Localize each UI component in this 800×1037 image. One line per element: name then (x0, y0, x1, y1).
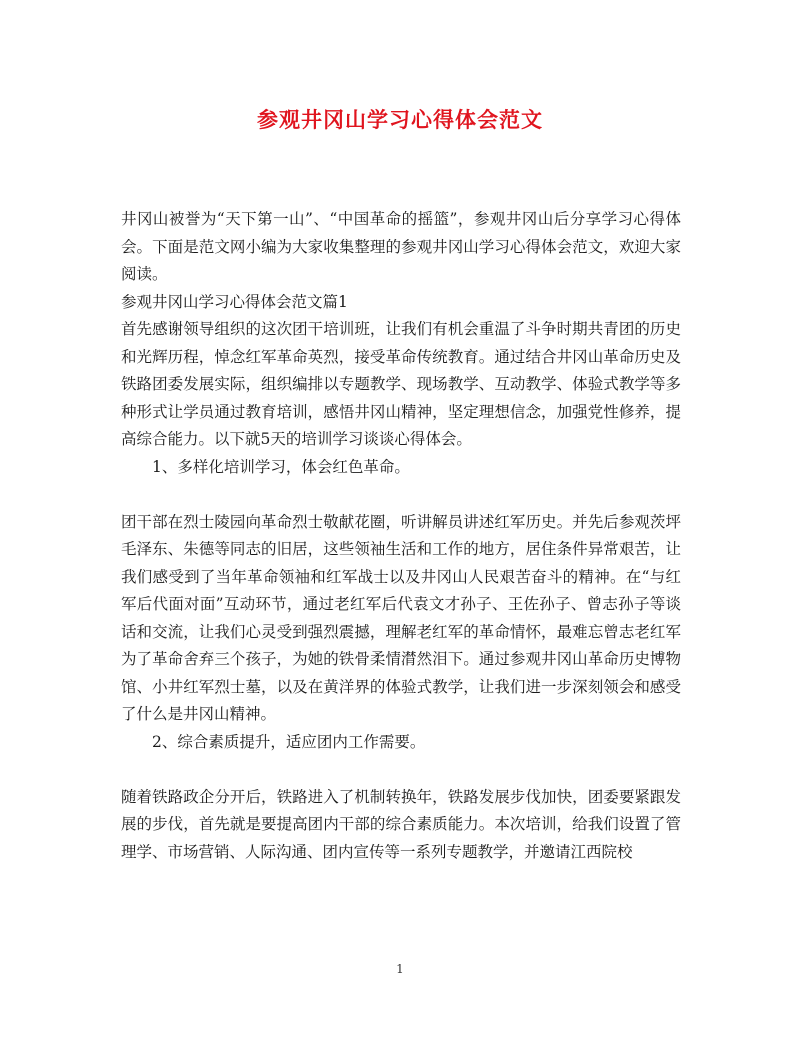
body-paragraph: 团干部在烈士陵园向革命烈士敬献花圈，听讲解员讲述红军历史。并先后参观茨坪毛泽东、朱德等同志的旧居，这些领袖生活和工作的地方，居住条件异常艰苦，让我们感受到了当年革命领袖和红军战士以及井冈山人民艰苦奋斗的精神。在“与红军后代面对面”互动环节，通过老红军后代袁文才孙子、王佐孙子、曾志孙子等谈话和交流，让我们心灵受到强烈震撼，理解老红军的革命情怀，最难忘曾志老红军为了革命舍弃三个孩子，为她的铁骨柔情潸然泪下。通过参观井冈山革命历史博物馆、小井红军烈士墓，以及在黄洋界的体验式教学，让我们进一步深刻领会和感受了什么是井冈山精神。 (121, 512, 681, 723)
section-heading: 参观井冈山学习心得体会范文篇1 (121, 292, 348, 311)
body-paragraph: 随着铁路政企分开后，铁路进入了机制转换年，铁路发展步伐加快，团委要紧跟发展的步伐，首先就是要提高团内干部的综合素质能力。本次培训，给我们设置了管理学、市场营销、人际沟通、团内宣传等一系列专题教学，并邀请江西院校 (121, 787, 681, 861)
document-body (121, 206, 681, 866)
subheading: 1、多样化培训学习，体会红色革命。 (152, 457, 410, 476)
page-number: 1 (396, 962, 404, 976)
body-paragraph: 首先感谢领导组织的这次团干培训班，让我们有机会重温了斗争时期共青团的历史和光辉历程，悼念红军革命英烈，接受革命传统教育。通过结合井冈山革命历史及铁路团委发展实际，组织编排以专题教学、现场教学、互动教学、体验式教学等多种形式让学员通过教育培训，感悟井冈山精神，坚定理想信念，加强党性修养，提高综合能力。以下就5天的培训学习谈谈心得体会。 (121, 320, 681, 448)
subheading: 2、综合素质提升，适应团内工作需要。 (152, 732, 426, 751)
document-title: 参观井冈山学习心得体会范文 (257, 107, 543, 132)
intro-paragraph: 井冈山被誉为“天下第一山”、“中国革命的摇篮”，参观井冈山后分享学习心得体会。下面是范文网小编为大家收集整理的参观井冈山学习心得体会范文，欢迎大家阅读。 (121, 210, 681, 283)
